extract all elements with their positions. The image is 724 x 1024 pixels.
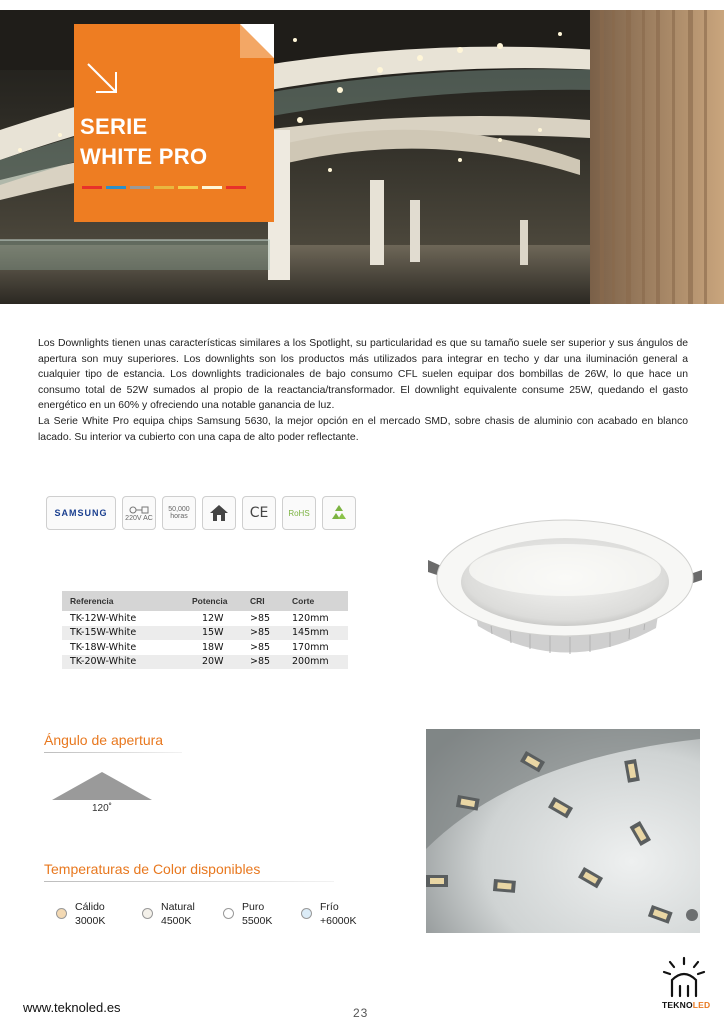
temp-option-frio [301,900,381,928]
header-cri: CRI [242,591,284,611]
ac-voltage-icon [122,496,156,530]
samsung-logo [46,496,116,530]
intro-paragraph-1: Los Downlights tienen unas características similares a los Spotlight, su particularidad es que su tamaño suele ser superior y sus ángulos de apertura son muy superiores. Los downlights son los productos más utilizados para integrar en techo y dar una iluminación general a cualquier tipo de estancia. Los downlights tradicionales de bajo consumo CFL suelen equipar dos bombillas de 26W, lo que hace un consumo total de 52W sumados al propio de la reactancia/transformador. El downlight equivalente consume 25W, quedando el gasto energético en un 60% y ofreciendo una notable ganancia de luz. [38,338,688,412]
cell-potencia: 15W [184,626,242,641]
table-row [62,655,348,670]
series-title-panel [74,24,274,222]
temp-option-natural [142,900,217,928]
cell-referencia: TK-15W-White [62,626,184,641]
recycle-icon [322,496,356,530]
folded-corner [240,24,274,58]
plug-icon [128,505,150,515]
logo-text-led: LED [692,1000,711,1010]
temp-name: Frío [320,901,339,913]
series-title-line1: SERIE [80,114,148,139]
temperature-heading-underline [44,881,334,882]
temp-option-puro [223,900,295,928]
cell-potencia: 18W [202,641,224,653]
temp-name: Natural [161,901,195,913]
table-row [62,626,348,641]
ce-mark-icon [242,496,276,530]
temp-name: Puro [242,901,265,913]
temp-name: Cálido [75,901,105,913]
cell-potencia: 20W [184,655,242,670]
table-header-row [62,591,348,611]
hours-unit: horas [170,513,188,520]
logo-wordmark [662,1000,710,1010]
house-icon [202,496,236,530]
page-number: 23 [353,1006,369,1020]
header-corte: Corte [284,591,348,611]
cell-referencia: TK-20W-White [62,655,184,670]
aperture-angle-value: 120˚ [92,803,113,814]
temp-value: 5500K [242,915,273,927]
color-temperature-options [56,900,387,928]
color-stripe [130,186,150,189]
voltage-text: 220V AC [125,514,153,522]
cell-cri: >85 [250,641,271,653]
hours-icon [162,496,196,530]
ce-text: CE [249,505,269,521]
aperture-heading: Ángulo de apertura [44,732,164,748]
logo-text-tekno: TEKNO [662,1000,693,1010]
cell-referencia: TK-12W-White [70,612,137,624]
hero-photo [0,10,724,304]
cell-cri: >85 [242,626,284,641]
series-title-line2: WHITE PRO [80,144,208,169]
aperture-heading-underline [44,752,182,753]
temp-value: +6000K [320,915,357,927]
recycle-symbol-icon [329,503,349,523]
temp-option-calido [56,900,136,928]
certification-badges [46,496,356,530]
led-bulb-logo-icon [660,956,708,1000]
home-icon [209,504,229,522]
cold-color-swatch [301,908,312,919]
cell-corte: 120mm [292,612,329,624]
cell-corte: 145mm [284,626,348,641]
intro-text [38,336,688,445]
temp-value: 3000K [75,915,106,927]
beam-angle-icon [52,770,152,802]
cell-referencia: TK-18W-White [70,641,137,653]
samsung-text: SAMSUNG [54,508,108,518]
downlight-product-image [420,498,710,668]
color-stripe [82,186,102,189]
led-chips-photo [426,729,700,933]
color-stripe [202,186,222,189]
spec-table [62,591,348,669]
temperature-heading: Temperaturas de Color disponibles [44,861,261,877]
cell-cri: >85 [242,655,284,670]
warm-color-swatch [56,908,67,919]
series-title [80,112,207,172]
header-potencia: Potencia [184,591,242,611]
temp-value: 4500K [161,915,192,927]
rohs-icon [282,496,316,530]
hours-value: 50,000 [168,506,190,513]
color-stripe [178,186,198,189]
color-stripe [226,186,246,189]
cell-potencia: 12W [202,612,224,624]
rohs-text: RoHS [288,508,310,518]
pure-color-swatch [223,908,234,919]
table-row [62,611,348,626]
color-stripe [154,186,174,189]
teknoled-logo [660,956,710,1020]
website-link[interactable]: www.teknoled.es [23,1000,121,1015]
header-referencia: Referencia [62,591,184,611]
cell-corte: 170mm [292,641,329,653]
table-row [62,640,348,655]
cell-cri: >85 [250,612,271,624]
cell-corte: 200mm [284,655,348,670]
color-stripe [106,186,126,189]
intro-paragraph-2: La Serie White Pro equipa chips Samsung 5630, la mejor opción en el mercado SMD, sobre chasis de aluminio con acabado en blanco lacado. Su interior va cubierto con una capa de alto poder reflectante. [38,415,688,443]
natural-color-swatch [142,908,153,919]
color-stripes [82,186,246,189]
arrow-down-right-icon [84,60,120,96]
